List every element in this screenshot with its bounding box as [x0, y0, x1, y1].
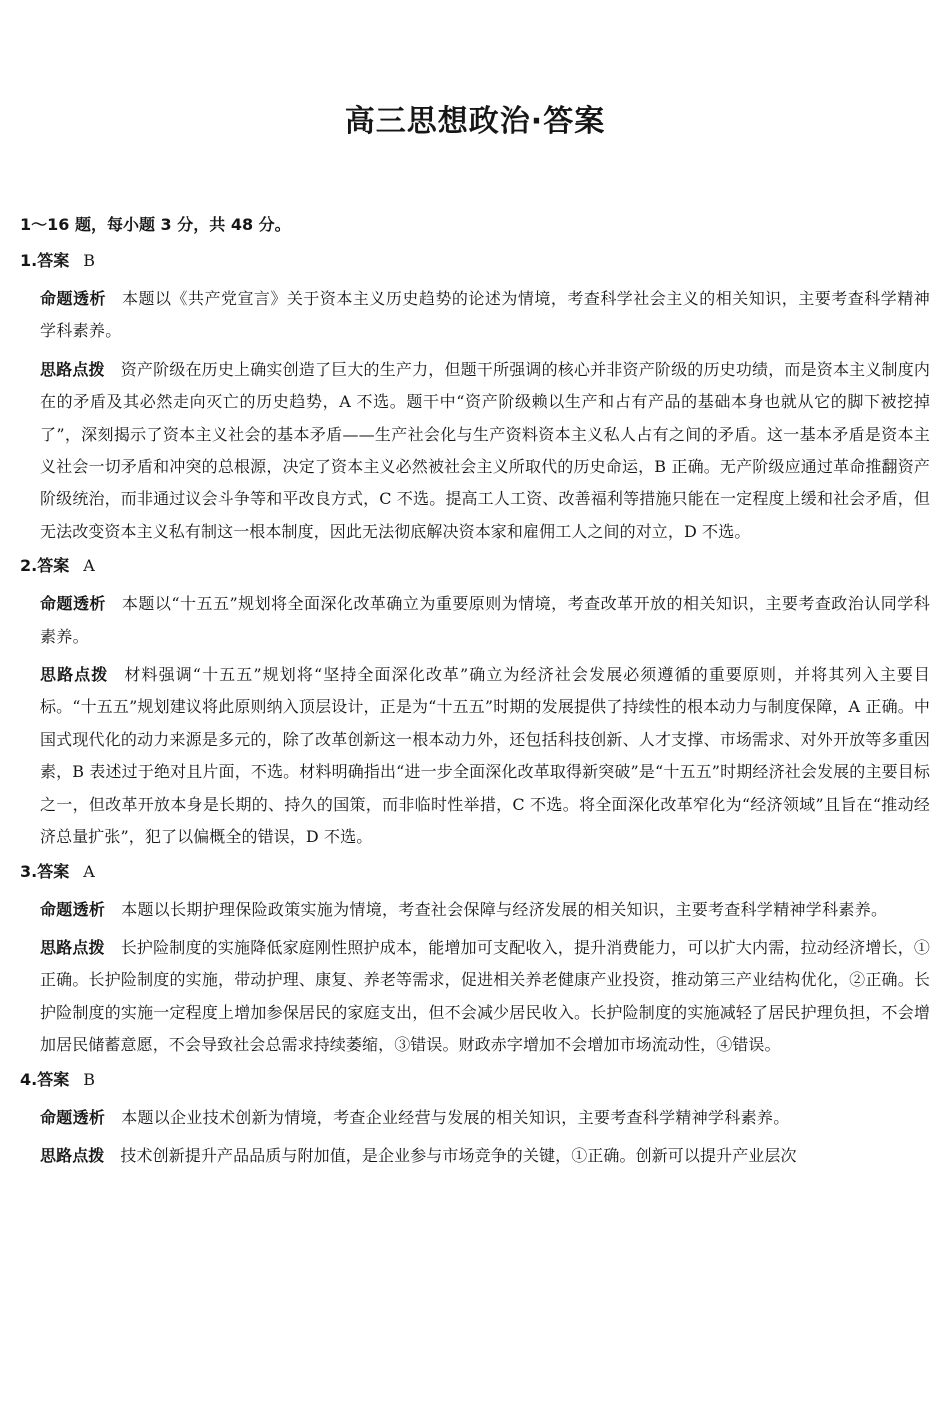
question-number: 1.	[20, 251, 38, 270]
analysis-label: 命题透析	[40, 1107, 106, 1127]
question-1	[20, 249, 930, 548]
approach-paragraph	[40, 354, 930, 548]
answer-label: 答案	[37, 556, 70, 576]
question-header	[20, 249, 930, 273]
analysis-text: 本题以“十五五”规划将全面深化改革确立为重要原则为情境，考查改革开放的相关知识，主要考查政治认同学科素养。	[40, 594, 930, 646]
answer-list	[20, 249, 930, 1178]
answer-choice: B	[83, 1069, 95, 1089]
question-3	[20, 860, 930, 1062]
question-number: 2.	[20, 556, 38, 576]
page-title: 高三思想政治·答案	[344, 104, 606, 139]
approach-label: 思路点拨	[40, 937, 105, 957]
analysis-label: 命题透析	[40, 289, 106, 308]
section-intro: 1～16 题，每小题 3 分，共 48 分。	[20, 215, 291, 234]
question-number: 3.	[20, 861, 38, 881]
approach-text: 技术创新提升产品品质与附加值，是企业参与市场竞争的关键，①正确。创新可以提升产业层次	[120, 1145, 797, 1165]
analysis-text: 本题以长期护理保险政策实施为情境，考查社会保障与经济发展的相关知识，主要考查科学精神学科素养。	[121, 899, 888, 919]
approach-label: 思路点拨	[40, 665, 109, 685]
analysis-paragraph	[40, 283, 930, 348]
question-number: 4.	[20, 1069, 38, 1089]
approach-text: 资产阶级在历史上确实创造了巨大的生产力，但题干所强调的核心并非资产阶级的历史功绩，而是资本主义制度内在的矛盾及其必然走向灭亡的历史趋势，A 不选。题干中“资产阶级赖以生产和占有产品的基础本身也就从它的脚下被挖掉了”，深刻揭示了资本主义社会的基本矛盾——生产社会化与生产资料资本主义私人占有之间的矛盾。这一基本矛盾是资本主义社会一切矛盾和冲突的总根源，决定了资本主义必然被社会主义所取代的历史命运，B 正确。无产阶级应通过革命推翻资产阶级统治，而非通过议会斗争等和平改良方式，C 不选。提高工人工资、改善福利等措施只能在一定程度上缓和社会矛盾，但无法改变资本主义私有制这一根本制度，因此无法彻底解决资本家和雇佣工人之间的对立，D 不选。	[40, 359, 930, 541]
approach-text: 材料强调“十五五”规划将“坚持全面深化改革”确立为经济社会发展必须遵循的重要原则，并将其列入主要目标。“十五五”规划建议将此原则纳入顶层设计，正是为“十五五”时期的发展提供了持续性的根本动力与制度保障，A 正确。中国式现代化的动力来源是多元的，除了改革创新这一根本动力外，还包括科技创新、人才支撑、市场需求、对外开放等多重因素，B 表述过于绝对且片面，不选。材料明确指出“进一步全面深化改革取得新突破”是“十五五”时期经济社会发展的主要目标之一，但改革开放本身是长期的、持久的国策，而非临时性举措，C 不选。将全面深化改革窄化为“经济领域”且旨在“推动经济总量扩张”，犯了以偏概全的错误，D 不选。	[40, 665, 930, 847]
analysis-text: 本题以企业技术创新为情境，考查企业经营与发展的相关知识，主要考查科学精神学科素养。	[121, 1107, 790, 1127]
answer-choice: B	[83, 251, 95, 270]
answer-label: 答案	[37, 861, 70, 881]
question-4	[20, 1068, 930, 1173]
analysis-paragraph	[40, 1102, 930, 1134]
answer-label: 答案	[37, 251, 70, 270]
question-header	[20, 554, 930, 578]
approach-text: 长护险制度的实施降低家庭刚性照护成本，能增加可支配收入，提升消费能力，可以扩大内需，拉动经济增长，①正确。长护险制度的实施，带动护理、康复、养老等需求，促进相关养老健康产业投资，推动第三产业结构优化，②正确。长护险制度的实施一定程度上增加参保居民的家庭支出，但不会减少居民收入。长护险制度的实施减轻了居民护理负担，不会增加居民储蓄意愿，不会导致社会总需求持续萎缩，③错误。财政赤字增加不会增加市场流动性，④错误。	[40, 937, 930, 1055]
question-2	[20, 554, 930, 853]
analysis-label: 命题透析	[40, 594, 106, 614]
approach-paragraph	[40, 659, 930, 853]
analysis-text: 本题以《共产党宣言》关于资本主义历史趋势的论述为情境，考查科学社会主义的相关知识，主要考查科学精神学科素养。	[40, 289, 931, 341]
question-header	[20, 1068, 930, 1092]
answer-label: 答案	[37, 1069, 70, 1089]
answer-choice: A	[83, 861, 95, 881]
analysis-paragraph	[40, 894, 930, 926]
approach-label: 思路点拨	[40, 359, 105, 379]
approach-paragraph	[40, 932, 930, 1062]
answer-choice: A	[83, 556, 95, 576]
analysis-paragraph	[40, 588, 930, 653]
approach-paragraph	[40, 1140, 930, 1172]
question-header	[20, 860, 930, 884]
analysis-label: 命题透析	[40, 899, 106, 919]
approach-label: 思路点拨	[40, 1145, 105, 1165]
